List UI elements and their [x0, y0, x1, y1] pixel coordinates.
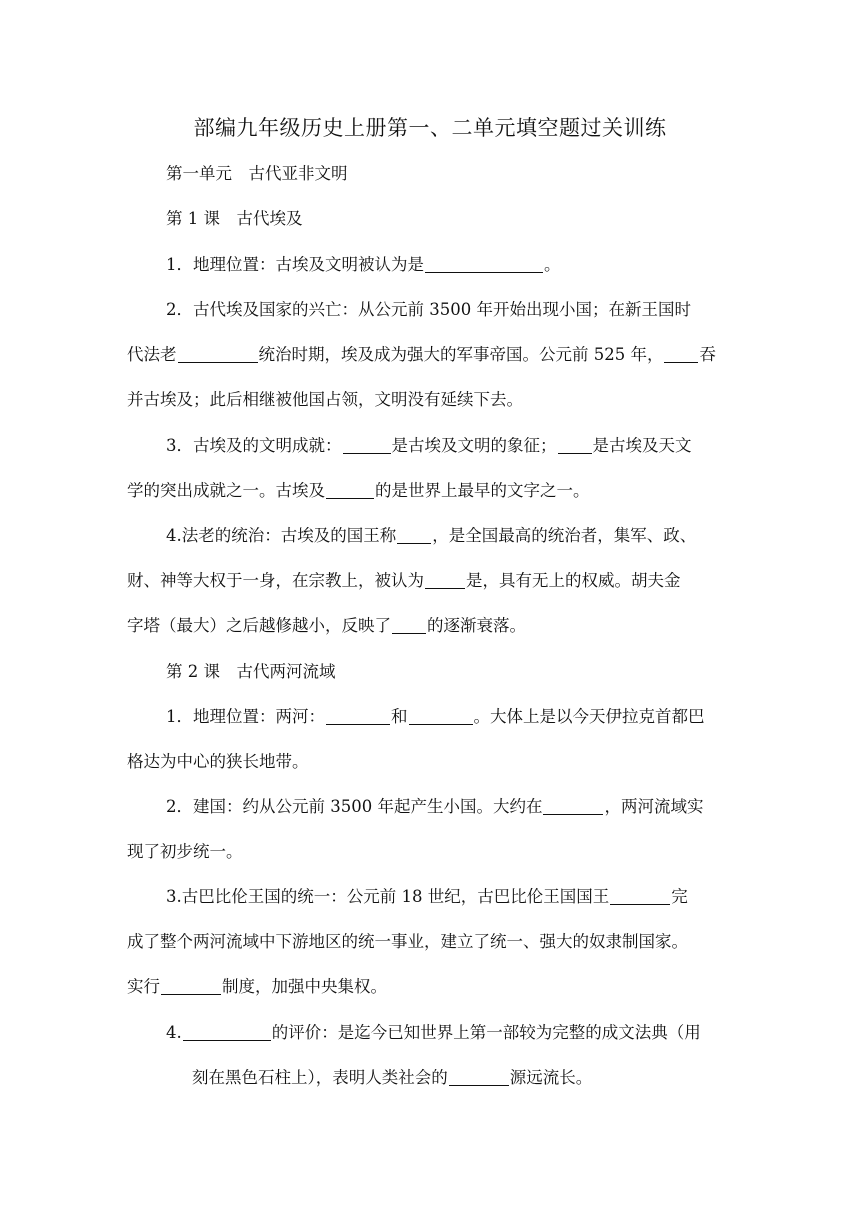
question-text: 4.	[166, 1023, 182, 1042]
question-1-4-line3	[127, 612, 860, 636]
answer-blank[interactable]	[610, 886, 670, 905]
answer-blank[interactable]	[161, 976, 221, 995]
question-text: 是，具有无上的权威。胡夫金	[466, 571, 681, 590]
question-1-2-line3: 并古埃及；此后相继被他国占领，文明没有延续下去。	[127, 390, 523, 409]
lesson-heading: 第 1 课 古代埃及	[166, 209, 303, 228]
question-text: 1．地理位置：两河：	[166, 707, 325, 726]
answer-blank[interactable]	[326, 480, 374, 499]
answer-blank[interactable]	[664, 344, 698, 363]
answer-blank[interactable]	[397, 525, 431, 544]
answer-blank[interactable]	[425, 254, 543, 273]
question-text: 统治时期，埃及成为强大的军事帝国。公元前 525 年，	[258, 345, 664, 364]
answer-blank[interactable]	[178, 344, 258, 363]
question-2-4-line1	[166, 1019, 860, 1043]
question-text: 是古埃及文明的象征；	[391, 436, 557, 455]
answer-blank[interactable]	[449, 1067, 509, 1086]
page-title: 部编九年级历史上册第一、二单元填空题过关训练	[193, 116, 667, 140]
question-text: ，两河流域实	[604, 797, 704, 816]
question-1-3-line1	[166, 432, 860, 456]
answer-blank[interactable]	[543, 796, 603, 815]
question-2-4-line2	[192, 1064, 860, 1088]
question-text: 制度，加强中央集权。	[222, 977, 387, 996]
question-text: 3．古埃及的文明成就：	[166, 436, 342, 455]
question-2-1-line2: 格达为中心的狭长地带。	[127, 752, 309, 771]
question-text: 和	[391, 707, 408, 726]
question-1-2-line2	[127, 341, 860, 365]
answer-blank[interactable]	[409, 706, 473, 725]
answer-blank[interactable]	[326, 706, 390, 725]
question-text: 。大体上是以今天伊拉克首都巴	[473, 707, 705, 726]
question-text: 4.法老的统治：古埃及的国王称	[166, 526, 397, 545]
question-text: 源远流长。	[509, 1068, 593, 1087]
question-text: 实行	[127, 977, 160, 996]
question-1-4-line1	[166, 522, 860, 546]
answer-blank[interactable]	[183, 1022, 271, 1041]
lesson-heading: 第 2 课 古代两河流域	[166, 662, 336, 681]
question-1-2-line1: 2．古代埃及国家的兴亡：从公元前 3500 年开始出现小国；在新王国时	[166, 300, 691, 319]
question-1-3-line2	[127, 477, 860, 501]
question-text: 。	[544, 255, 561, 274]
answer-blank[interactable]	[558, 435, 592, 454]
question-2-2-line1	[166, 793, 860, 817]
question-text: ，是全国最高的统治者，集军、政、	[432, 526, 697, 545]
question-text: 的评价：是迄今已知世界上第一部较为完整的成文法典（用	[271, 1023, 701, 1042]
answer-blank[interactable]	[343, 435, 391, 454]
question-text: 字塔（最大）之后越修越小，反映了	[127, 616, 391, 635]
question-2-3-line3	[127, 973, 860, 997]
question-text: 的是世界上最早的文字之一。	[375, 481, 590, 500]
question-2-1-line1	[166, 703, 860, 727]
question-2-3-line2: 成了整个两河流域中下游地区的统一事业，建立了统一、强大的奴隶制国家。	[127, 932, 688, 951]
question-text: 的逐渐衰落。	[427, 616, 526, 635]
question-text: 代法老	[127, 345, 177, 364]
question-text: 刻在黑色石柱上），表明人类社会的	[192, 1068, 448, 1087]
answer-blank[interactable]	[425, 570, 465, 589]
question-text: 1．地理位置：古埃及文明被认为是	[166, 255, 424, 274]
unit-heading: 第一单元 古代亚非文明	[166, 164, 348, 183]
question-text: 吞	[699, 345, 716, 364]
question-2-2-line2: 现了初步统一。	[127, 842, 243, 861]
question-text: 是古埃及天文	[592, 436, 692, 455]
question-text: 2．建国：约从公元前 3500 年起产生小国。大约在	[166, 797, 543, 816]
answer-blank[interactable]	[392, 615, 426, 634]
question-1-4-line2	[127, 567, 860, 591]
question-text: 学的突出成就之一。古埃及	[127, 481, 325, 500]
question-2-3-line1	[166, 883, 860, 907]
question-text: 完	[671, 887, 688, 906]
question-text: 3.古巴比伦王国的统一：公元前 18 世纪，古巴比伦王国国王	[166, 887, 610, 906]
question-1-1	[166, 251, 860, 275]
question-text: 财、神等大权于一身，在宗教上，被认为	[127, 571, 424, 590]
